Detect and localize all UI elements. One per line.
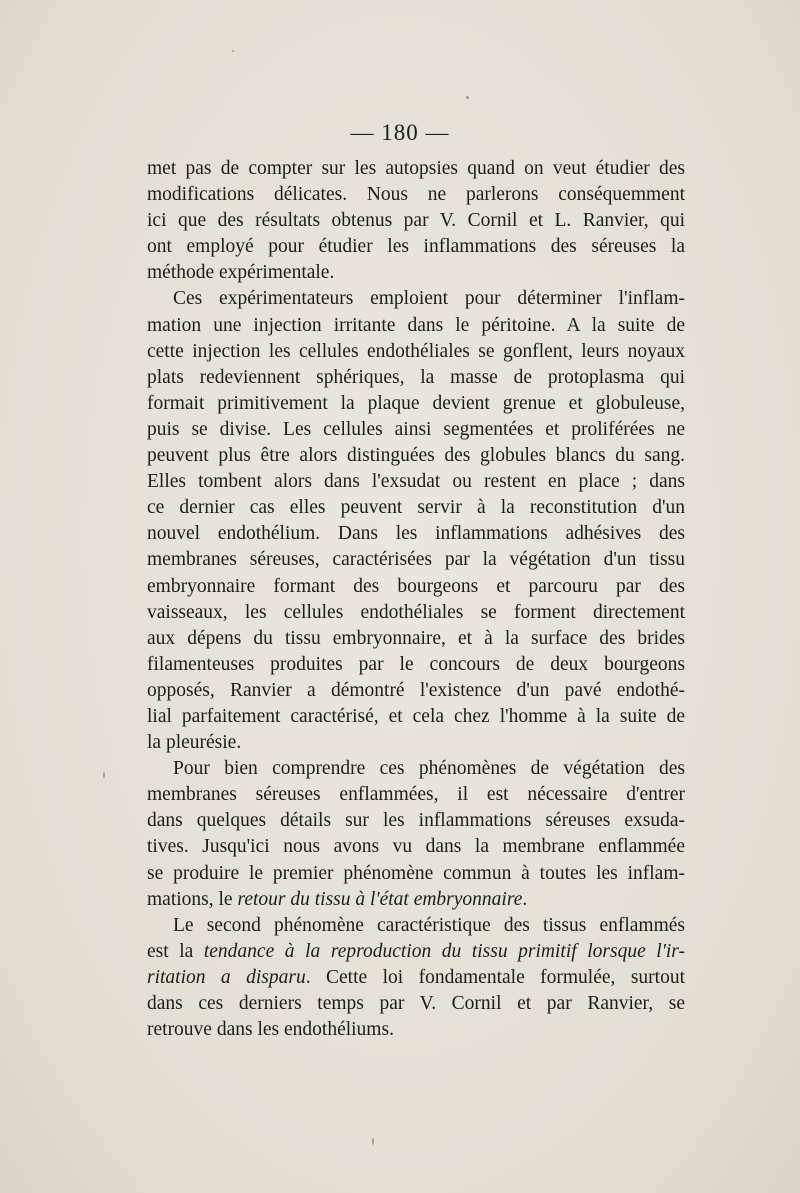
text-line — [147, 887, 685, 913]
text-line: opposés, Ranvier a démontré l'existence d'un pavé endothé- — [147, 679, 685, 701]
text-line: Le second phénomène caractéristique des tissus enflammés — [173, 914, 685, 936]
line-text: mations, le — [147, 888, 238, 910]
text-line: nouvel endothélium. Dans les inflammations adhésives des — [147, 523, 685, 545]
paper-speck — [103, 772, 105, 778]
text-line: met pas de compter sur les autopsies quand on veut étudier des — [147, 158, 685, 179]
paper-speck — [232, 50, 234, 52]
line-text: . Cette loi fondamentale formulée, surtout — [305, 966, 686, 988]
text-line: puis se divise. Les cellules ainsi segmentées et proliférées ne — [147, 418, 685, 440]
page-number: — 180 — — [350, 120, 450, 145]
text-line: dans ces derniers temps par V. Cornil et par Ranvier, se — [147, 993, 685, 1014]
text-line: la pleurésie. — [147, 732, 242, 754]
text-line: dans quelques détails sur les inflammations séreuses exsuda- — [147, 810, 685, 832]
italic-phrase: tendance à la reproduction du tissu primitif lorsque l'ir- — [203, 940, 685, 962]
text-line: membranes séreuses, caractérisées par la végétation d'un tissu — [147, 549, 685, 571]
text-line — [147, 939, 685, 965]
text-line: retrouve dans les endothéliums. — [147, 1019, 394, 1041]
line-text: . — [522, 888, 528, 910]
text-line: mation une injection irritante dans le péritoine. A la suite de — [147, 314, 685, 336]
text-line: tives. Jusqu'ici nous avons vu dans la membrane enflammée — [147, 836, 685, 858]
text-line: méthode expérimentale. — [147, 262, 335, 284]
text-line: embryonnaire formant des bourgeons et parcouru par des — [147, 575, 685, 597]
body-text — [147, 156, 685, 1043]
text-line — [147, 965, 685, 991]
text-line: modifications délicates. Nous ne parlerons conséquemment — [147, 184, 685, 206]
text-line: ont employé pour étudier les inflammations des séreuses la — [147, 236, 685, 258]
text-line: aux dépens du tissu embryonnaire, et à la surface des brides — [147, 627, 685, 649]
text-line: ce dernier cas elles peuvent servir à la reconstitution d'un — [147, 497, 685, 519]
text-line: ici que des résultats obtenus par V. Cornil et L. Ranvier, qui — [147, 210, 685, 232]
text-line: peuvent plus être alors distinguées des globules blancs du sang. — [147, 445, 685, 467]
text-line: filamenteuses produites par le concours de deux bourgeons — [147, 653, 685, 675]
text-line: se produire le premier phénomène commun à toutes les inflam- — [147, 862, 685, 884]
text-line: Ces expérimentateurs emploient pour déterminer l'inflam- — [173, 288, 685, 310]
text-line: vaisseaux, les cellules endothéliales se forment directement — [147, 601, 685, 623]
text-line: lial parfaitement caractérisé, et cela chez l'homme à la suite de — [147, 705, 685, 727]
paper-speck — [466, 96, 469, 99]
italic-phrase: ritation a disparu — [147, 966, 306, 988]
text-line: membranes séreuses enflammées, il est nécessaire d'entrer — [147, 784, 685, 806]
line-text: est la — [147, 940, 204, 962]
text-line: plats redeviennent sphériques, la masse de protoplasma qui — [147, 366, 685, 388]
text-line: cette injection les cellules endothéliales se gonflent, leurs noyaux — [147, 340, 685, 362]
text-line: formait primitivement la plaque devient grenue et globuleuse, — [147, 392, 685, 414]
text-line: Pour bien comprendre ces phénomènes de végétation des — [173, 758, 685, 780]
paper-speck — [372, 1138, 374, 1145]
italic-phrase: retour du tissu à l'état embryonnaire — [237, 888, 523, 910]
text-line: Elles tombent alors dans l'exsudat ou restent en place ; dans — [147, 471, 685, 493]
